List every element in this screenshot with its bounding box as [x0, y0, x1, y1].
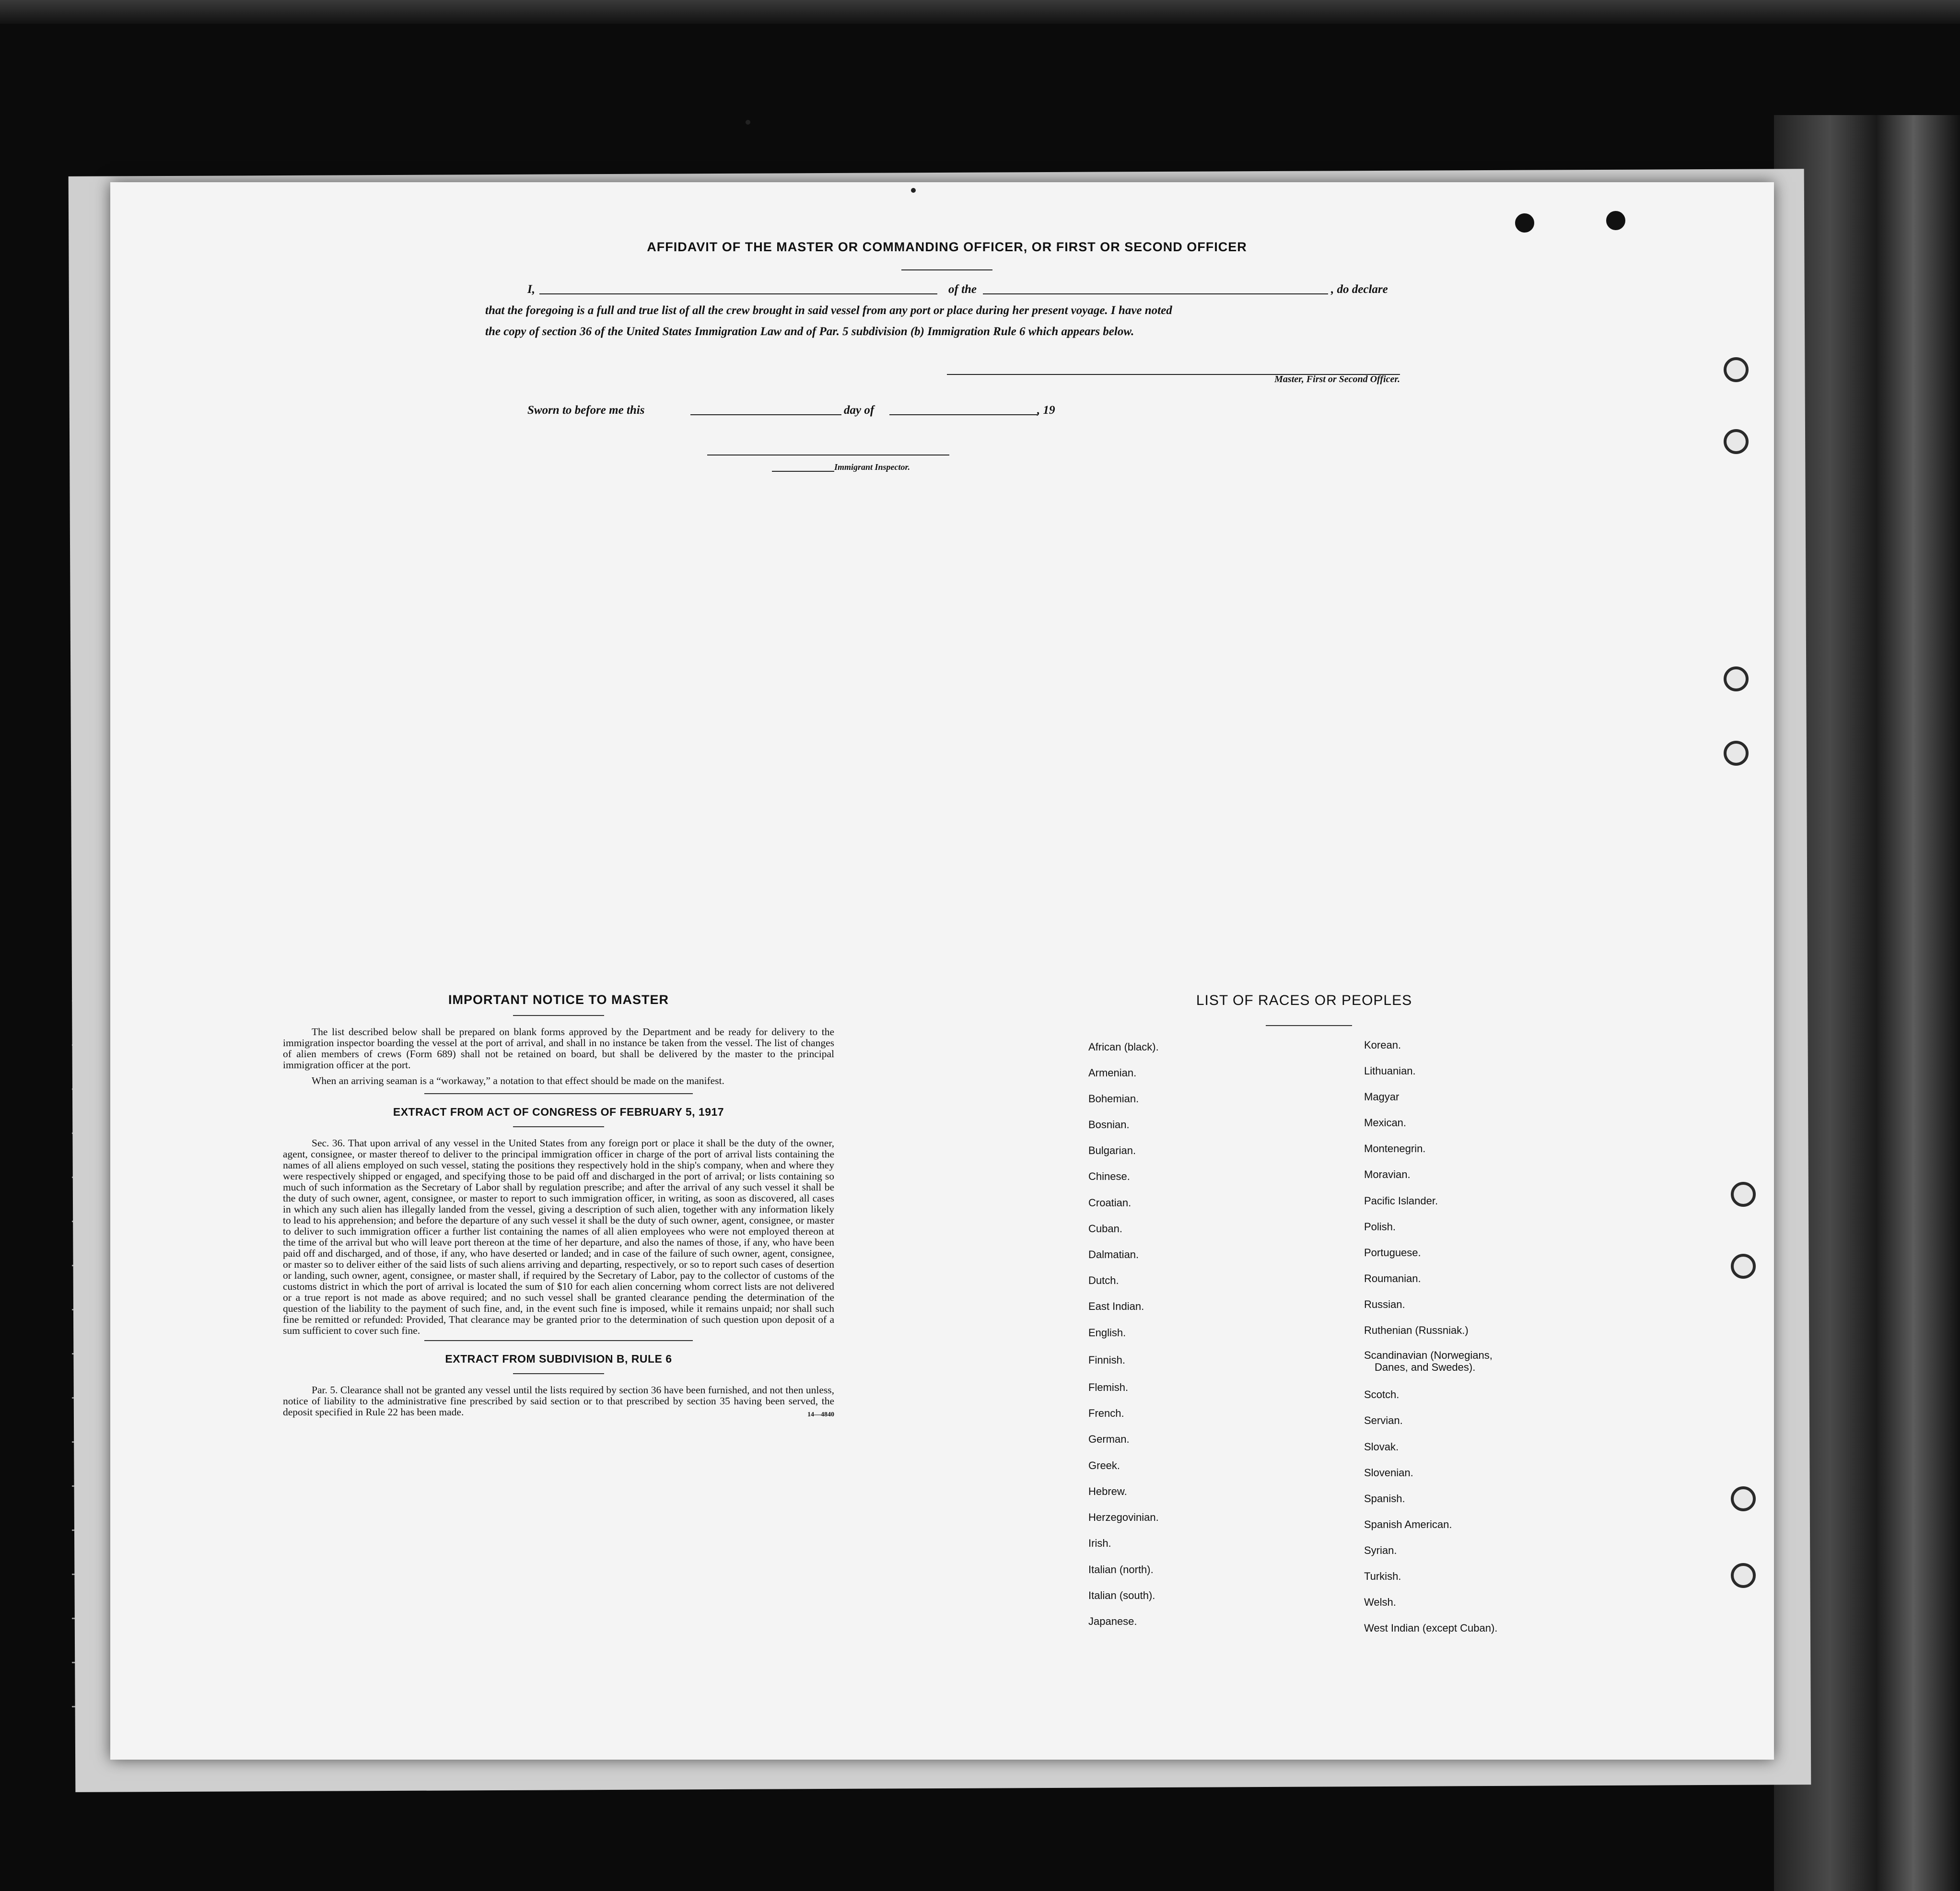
inspector-caption: Immigrant Inspector. — [834, 462, 910, 472]
race-item: Japanese. — [1088, 1615, 1137, 1627]
race-item: Roumanian. — [1364, 1272, 1421, 1284]
binder-hole — [1606, 211, 1625, 230]
race-item: Magyar — [1364, 1091, 1400, 1103]
form-number: 14—4840 — [807, 1411, 834, 1418]
divider — [513, 1015, 604, 1016]
binder-hole — [1724, 429, 1749, 454]
binder-hole — [1515, 213, 1534, 233]
divider — [424, 1093, 693, 1094]
race-item: Italian (north). — [1088, 1564, 1154, 1576]
race-item: Finnish. — [1088, 1354, 1126, 1366]
race-item: Pacific Islander. — [1364, 1195, 1438, 1207]
notice-paragraph-1: The list described below shall be prepared on blank forms approved by the Department and be ready for delivery to the immigration inspector boarding the vessel at the port of arrival, and shall in no instance be taken from the vessel. The list of changes of alien members of crews (Form 689) shall not be retained on board, but shall be delivered by the master to the principal immigration officer at the port. — [283, 1026, 834, 1071]
year-label: , 19 — [1037, 404, 1055, 417]
race-item: Flemish. — [1088, 1381, 1129, 1393]
ink-speck — [746, 120, 750, 125]
race-item: Moravian. — [1364, 1168, 1411, 1180]
race-item: Croatian. — [1088, 1197, 1132, 1209]
race-item: Hebrew. — [1088, 1485, 1127, 1497]
race-item: Dalmatian. — [1088, 1249, 1139, 1261]
label-do-declare: , do declare — [1331, 283, 1388, 296]
race-item: Syrian. — [1364, 1544, 1397, 1556]
races-title: LIST OF RACES OR PEOPLES — [1196, 992, 1412, 1008]
race-item: Scandinavian (Norwegians, — [1364, 1349, 1493, 1361]
signature-caption: Master, First or Second Officer. — [1274, 374, 1400, 385]
statement-line-2: the copy of section 36 of the United States Immigration Law and of Par. 5 subdivision (b) Immigration Rule 6 which appears below. — [485, 325, 1134, 338]
affidavit-title: AFFIDAVIT OF THE MASTER OR COMMANDING OFFICER, OR FIRST OR SECOND OFFICER — [647, 240, 1247, 254]
race-item: Slovenian. — [1364, 1467, 1413, 1479]
month-blank[interactable] — [889, 414, 1038, 415]
label-of-the: of the — [948, 283, 977, 296]
divider — [513, 1373, 604, 1374]
act-text: Sec. 36. That upon arrival of any vessel in the United States from any foreign port or place it shall be the duty of the owner, agent, consignee, or master thereof to deliver to the principal immigration officer in charge of the port of arrival lists containing the names of all aliens employed on such vessel, stating the positions they respectively hold in the ship's company, when and where they were respectively shipped or engaged, and specifying those to be paid off and discharged in the port of arrival; or lists containing so much of such information as the Secretary of Labor shall by regulation prescribe; and after the arrival of any such vessel it shall be the duty of such owner, agent, consignee, or master to report to such immigration officer, in writing, as soon as discovered, all cases in which any such alien has illegally landed from the vessel, giving a description of such alien, together with any information likely to lead to his apprehension; and before the departure of any such vessel it shall be the duty of such owner, agent, consignee, or master to deliver to such immigration officer a further list containing the names of all alien employees who were not employed thereon at the time of the arrival but who will leave port thereon at the time of her departure, and also the names of those, if any, who have been paid off and discharged, and of those, if any, who have deserted or landed; and in case of the failure of such owner, agent, consignee, or master so to deliver either of the said lists of such aliens arriving and departing, respectively, or so to report such cases of desertion or landing, such owner, agent, consignee, or master shall, if required by the Secretary of Labor, pay to the collector of customs of the customs district in which the port of arrival is located the sum of $10 for each alien concerning whom correct lists are not delivered or a true report is not made as above required; and no such vessel shall be granted clearance pending the determination of the question of the liability to the payment of such fine, and, in the event such fine is imposed, while it remains unpaid; nor shall such fine be remitted or refunded: Provided, That clearance may be granted prior to the determination of such question upon deposit of a sum sufficient to cover such fine. — [283, 1137, 834, 1336]
race-item: Scotch. — [1364, 1389, 1400, 1401]
race-item: Herzegovinian. — [1088, 1511, 1159, 1523]
binder-hole — [1724, 741, 1749, 766]
scan-top-edge — [0, 0, 1960, 24]
ink-speck — [911, 188, 916, 193]
divider — [1266, 1025, 1352, 1026]
act-title: EXTRACT FROM ACT OF CONGRESS OF FEBRUARY 5, 1917 — [393, 1106, 724, 1118]
vessel-blank[interactable] — [983, 293, 1328, 294]
race-item: Polish. — [1364, 1221, 1396, 1233]
race-item: Spanish. — [1364, 1493, 1405, 1505]
race-item: Turkish. — [1364, 1570, 1401, 1582]
race-item: Italian (south). — [1088, 1589, 1155, 1601]
race-item: English. — [1088, 1327, 1126, 1339]
race-item: African (black). — [1088, 1041, 1159, 1053]
notice-title: IMPORTANT NOTICE TO MASTER — [448, 992, 669, 1007]
race-item: Bosnian. — [1088, 1119, 1130, 1131]
notice-section — [283, 992, 834, 1419]
race-item: Irish. — [1088, 1537, 1111, 1549]
race-item: Danes, and Swedes). — [1375, 1361, 1476, 1373]
race-item: Cuban. — [1088, 1223, 1122, 1235]
ledger-margin-lines — [72, 206, 110, 1740]
divider — [513, 1126, 604, 1127]
race-item: Bohemian. — [1088, 1093, 1139, 1105]
race-item: East Indian. — [1088, 1300, 1144, 1312]
race-item: Spanish American. — [1364, 1518, 1452, 1530]
statement-line-1: that the foregoing is a full and true list of all the crew brought in said vessel from any port or place during her present voyage. I have noted — [485, 304, 1172, 317]
race-item: Portuguese. — [1364, 1247, 1421, 1259]
race-item: French. — [1088, 1407, 1124, 1419]
race-item: Montenegrin. — [1364, 1143, 1426, 1155]
sworn-label: Sworn to before me this — [527, 404, 645, 417]
race-item: Armenian. — [1088, 1067, 1137, 1079]
divider — [424, 1340, 693, 1341]
binder-hole — [1724, 666, 1749, 691]
binder-hole — [1731, 1182, 1756, 1207]
race-item: Greek. — [1088, 1459, 1120, 1471]
day-blank[interactable] — [690, 414, 841, 415]
day-of-label: day of — [844, 404, 875, 417]
rule-text: Par. 5. Clearance shall not be granted any vessel until the lists required by section 36 have been furnished, and not then unless, notice of liability to the administrative fine prescribed by said section or to that prescribed by section 35 having been served, the deposit specified in Rule 22 has been made. — [283, 1384, 834, 1418]
race-item: Servian. — [1364, 1414, 1403, 1426]
race-item: Chinese. — [1088, 1170, 1130, 1182]
binder-hole — [1724, 357, 1749, 382]
race-item: Slovak. — [1364, 1441, 1399, 1453]
race-item: Dutch. — [1088, 1274, 1119, 1286]
binder-hole — [1731, 1486, 1756, 1511]
race-item: West Indian (except Cuban). — [1364, 1622, 1498, 1634]
race-item: Ruthenian (Russniak.) — [1364, 1324, 1469, 1336]
rule-title: EXTRACT FROM SUBDIVISION B, RULE 6 — [445, 1353, 672, 1365]
race-item: German. — [1088, 1433, 1130, 1445]
binder-hole — [1731, 1254, 1756, 1279]
race-item: Korean. — [1364, 1039, 1401, 1051]
race-item: Lithuanian. — [1364, 1065, 1416, 1077]
race-item: Russian. — [1364, 1298, 1405, 1310]
race-item: Mexican. — [1364, 1117, 1407, 1129]
document-page — [110, 182, 1774, 1760]
notice-paragraph-2: When an arriving seaman is a “workaway,” a notation to that effect should be made on the manifest. — [312, 1075, 724, 1086]
name-blank[interactable] — [539, 293, 937, 294]
title-underline — [901, 269, 992, 270]
label-i: I, — [527, 283, 535, 296]
race-item: Bulgarian. — [1088, 1144, 1136, 1156]
race-item: Welsh. — [1364, 1596, 1396, 1608]
binder-hole — [1731, 1563, 1756, 1588]
inspector-short-blank[interactable] — [772, 471, 834, 472]
